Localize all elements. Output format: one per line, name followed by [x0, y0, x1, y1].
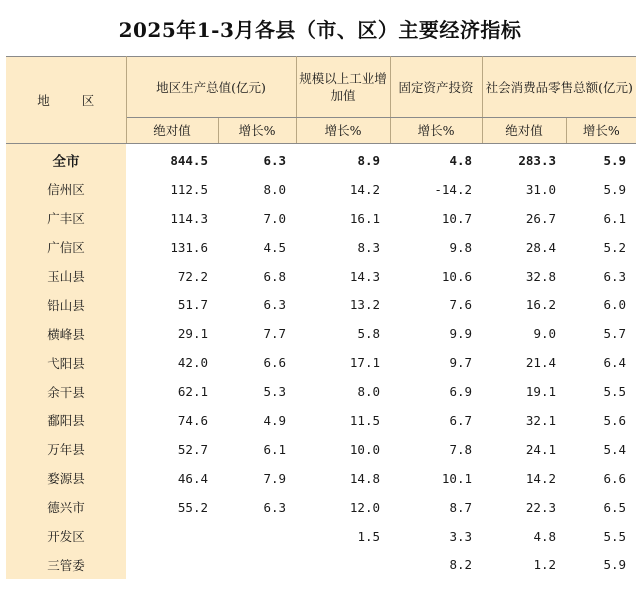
gdp-growth-cell: 6.3 [263, 499, 287, 515]
gdp-growth-cell: 6.1 [263, 441, 287, 457]
gdp-growth-cell: 5.3 [263, 384, 287, 400]
retail-absolute-cell: 14.2 [525, 470, 557, 486]
region-name-cell: 开发区 [6, 522, 126, 551]
region-name-cell: 万年县 [6, 435, 126, 464]
gdp-absolute-cell: 29.1 [177, 326, 208, 342]
gdp-growth-cell: 7.7 [263, 326, 287, 342]
gdp-growth-cell: 8.0 [263, 181, 287, 197]
gdp-absolute-cell: 74.6 [177, 412, 208, 428]
investment-growth-cell: 6.7 [449, 412, 473, 428]
retail-growth-cell: 5.5 [603, 384, 627, 400]
retail-growth-cell: 5.5 [603, 528, 627, 544]
gdp-absolute-cell: 114.3 [170, 210, 208, 226]
gdp-growth-cell: 6.3 [263, 152, 287, 168]
investment-header: 固定资产投资 [390, 57, 482, 118]
gdp-absolute-cell [126, 522, 218, 551]
investment-growth-cell: 8.7 [449, 499, 473, 515]
retail-growth-cell: 5.9 [603, 152, 627, 168]
retail-growth-cell: 5.4 [603, 441, 627, 457]
industry-growth-cell: 8.3 [357, 239, 381, 255]
retail-absolute-cell: 16.2 [525, 297, 557, 313]
retail-growth-cell: 6.4 [603, 355, 627, 371]
industry-growth-header: 增长% [296, 118, 390, 144]
industry-growth-cell: 1.5 [357, 528, 381, 544]
gdp-growth-cell [218, 550, 296, 579]
gdp-absolute-cell: 52.7 [177, 441, 208, 457]
investment-growth-cell: 4.8 [449, 152, 473, 168]
gdp-absolute-cell: 51.7 [177, 297, 208, 313]
region-name-cell: 鄱阳县 [6, 406, 126, 435]
table-body [6, 144, 636, 580]
retail-absolute-cell: 19.1 [525, 384, 557, 400]
retail-absolute-header: 绝对值 [482, 118, 566, 144]
industry-growth-cell: 8.0 [357, 384, 381, 400]
gdp-absolute-cell: 844.5 [170, 152, 208, 168]
gdp-growth-cell: 7.0 [263, 210, 287, 226]
retail-header: 社会消费品零售总额(亿元) [482, 57, 636, 118]
region-name-cell: 铅山县 [6, 290, 126, 319]
investment-growth-cell: 9.9 [449, 326, 473, 342]
region-name-cell: 余干县 [6, 377, 126, 406]
retail-absolute-cell: 32.8 [525, 268, 557, 284]
document-title: 2025年1-3月各县（市、区）主要经济指标 [118, 18, 522, 42]
gdp-growth-header: 增长% [218, 118, 296, 144]
table-row [6, 262, 636, 291]
retail-growth-cell: 5.9 [603, 181, 627, 197]
region-name-cell: 横峰县 [6, 319, 126, 348]
industry-growth-cell: 17.1 [349, 355, 381, 371]
retail-absolute-cell: 9.0 [533, 326, 557, 342]
gdp-growth-cell [218, 522, 296, 551]
industry-growth-cell [296, 550, 390, 579]
region-name-cell: 全市 [6, 144, 126, 175]
investment-growth-cell: 6.9 [449, 384, 473, 400]
retail-absolute-cell: 4.8 [533, 528, 557, 544]
table-row [6, 464, 636, 493]
retail-growth-cell: 6.1 [603, 210, 627, 226]
gdp-growth-cell: 4.9 [263, 412, 287, 428]
retail-absolute-cell: 32.1 [525, 412, 557, 428]
retail-absolute-cell: 21.4 [525, 355, 557, 371]
table-row [6, 406, 636, 435]
retail-absolute-cell: 28.4 [525, 239, 557, 255]
gdp-absolute-cell: 42.0 [177, 355, 208, 371]
table-row [6, 204, 636, 233]
gdp-growth-cell: 7.9 [263, 470, 287, 486]
retail-growth-cell: 5.2 [603, 239, 627, 255]
retail-absolute-cell: 24.1 [525, 441, 557, 457]
industry-growth-cell: 10.0 [349, 441, 381, 457]
gdp-absolute-cell: 46.4 [177, 470, 208, 486]
table-row [6, 319, 636, 348]
industry-growth-cell: 16.1 [349, 210, 381, 226]
industry-growth-cell: 5.8 [357, 326, 381, 342]
investment-growth-cell: 3.3 [449, 528, 473, 544]
industry-growth-cell: 11.5 [349, 412, 381, 428]
region-name-cell: 信州区 [6, 175, 126, 204]
economic-indicators-table [6, 56, 636, 579]
retail-growth-cell: 6.5 [603, 499, 627, 515]
gdp-absolute-cell: 131.6 [170, 239, 208, 255]
retail-absolute-cell: 22.3 [525, 499, 557, 515]
gdp-absolute-cell: 55.2 [177, 499, 208, 515]
industry-growth-cell: 12.0 [349, 499, 381, 515]
region-name-cell: 婺源县 [6, 464, 126, 493]
retail-growth-header: 增长% [566, 118, 636, 144]
region-header: 地 区 [6, 57, 126, 144]
industry-growth-cell: 14.8 [349, 470, 381, 486]
industry-growth-cell: 14.2 [349, 181, 381, 197]
table-row [6, 435, 636, 464]
investment-growth-cell: -14.2 [434, 181, 473, 197]
investment-growth-cell: 7.6 [449, 297, 473, 313]
table-row [6, 290, 636, 319]
retail-growth-cell: 6.3 [603, 268, 627, 284]
industry-growth-cell: 14.3 [349, 268, 381, 284]
investment-growth-cell: 7.8 [449, 441, 473, 457]
retail-growth-cell: 6.0 [603, 297, 627, 313]
table-row [6, 233, 636, 262]
retail-absolute-cell: 283.3 [518, 152, 557, 168]
investment-growth-cell: 10.1 [441, 470, 473, 486]
gdp-absolute-cell: 112.5 [170, 181, 208, 197]
table-row [6, 144, 636, 175]
table-row [6, 550, 636, 579]
investment-growth-cell: 9.7 [449, 355, 473, 371]
industry-growth-cell: 13.2 [349, 297, 381, 313]
investment-growth-cell: 8.2 [449, 557, 473, 573]
industry-header: 规模以上工业增加值 [296, 57, 390, 118]
retail-growth-cell: 5.6 [603, 412, 627, 428]
region-name-cell: 弋阳县 [6, 348, 126, 377]
table-row [6, 348, 636, 377]
investment-growth-cell: 10.6 [441, 268, 473, 284]
investment-growth-cell: 10.7 [441, 210, 473, 226]
gdp-header: 地区生产总值(亿元) [126, 57, 296, 118]
gdp-absolute-cell [126, 550, 218, 579]
table-row [6, 377, 636, 406]
gdp-absolute-cell: 72.2 [177, 268, 208, 284]
table-row [6, 175, 636, 204]
gdp-absolute-header: 绝对值 [126, 118, 218, 144]
retail-absolute-cell: 31.0 [525, 181, 557, 197]
investment-growth-header: 增长% [390, 118, 482, 144]
table-row [6, 493, 636, 522]
gdp-growth-cell: 6.3 [263, 297, 287, 313]
region-name-cell: 广丰区 [6, 204, 126, 233]
region-name-cell: 德兴市 [6, 493, 126, 522]
gdp-growth-cell: 6.8 [263, 268, 287, 284]
gdp-growth-cell: 4.5 [263, 239, 287, 255]
industry-growth-cell: 8.9 [357, 152, 381, 168]
retail-growth-cell: 6.6 [603, 470, 627, 486]
region-name-cell: 三管委 [6, 550, 126, 579]
table-row [6, 522, 636, 551]
gdp-growth-cell: 6.6 [263, 355, 287, 371]
retail-absolute-cell: 26.7 [525, 210, 557, 226]
investment-growth-cell: 9.8 [449, 239, 473, 255]
retail-absolute-cell: 1.2 [533, 557, 557, 573]
gdp-absolute-cell: 62.1 [177, 384, 208, 400]
region-name-cell: 广信区 [6, 233, 126, 262]
retail-growth-cell: 5.9 [603, 557, 627, 573]
retail-growth-cell: 5.7 [603, 326, 627, 342]
region-name-cell: 玉山县 [6, 262, 126, 291]
